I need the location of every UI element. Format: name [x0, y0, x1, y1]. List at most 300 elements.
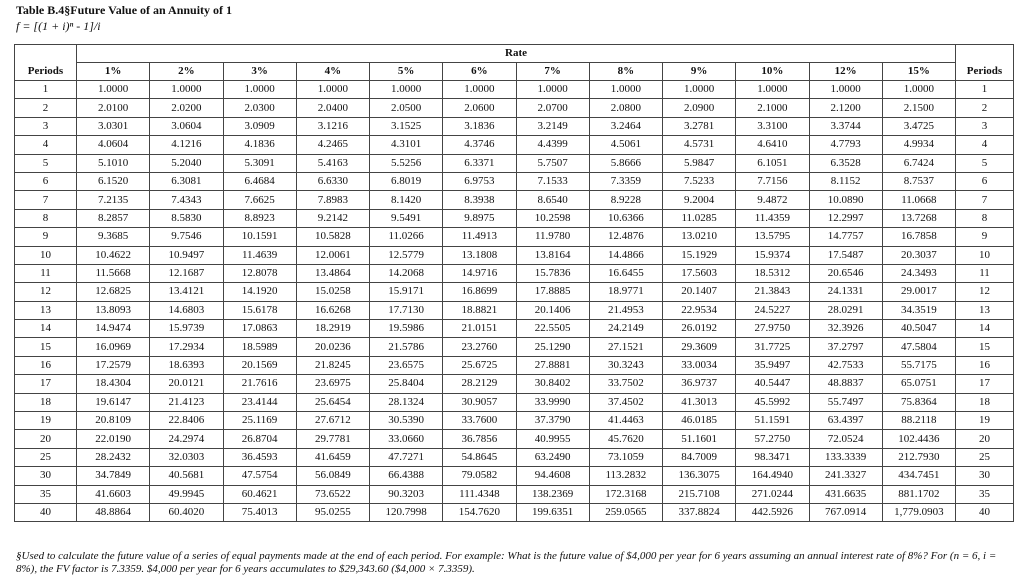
period-cell-right: 1 [956, 81, 1014, 99]
factor-cell: 11.4913 [443, 228, 516, 246]
factor-cell: 11.5668 [77, 264, 150, 282]
factor-cell: 10.6366 [589, 209, 662, 227]
factor-cell: 15.0258 [296, 283, 369, 301]
table-row [15, 356, 1014, 374]
table-row [15, 264, 1014, 282]
factor-cell: 13.0210 [663, 228, 736, 246]
factor-cell: 16.6455 [589, 264, 662, 282]
period-cell-right: 6 [956, 172, 1014, 190]
factor-cell: 55.7497 [809, 393, 882, 411]
table-row [15, 136, 1014, 154]
factor-cell: 5.4163 [296, 154, 369, 172]
period-cell-right: 12 [956, 283, 1014, 301]
factor-cell: 2.0200 [150, 99, 223, 117]
period-cell-left: 11 [15, 264, 77, 282]
factor-cell: 10.1591 [223, 228, 296, 246]
factor-cell: 9.2004 [663, 191, 736, 209]
factor-cell: 259.0565 [589, 503, 662, 521]
period-cell-left: 19 [15, 412, 77, 430]
factor-cell: 9.2142 [296, 209, 369, 227]
factor-cell: 30.3243 [589, 356, 662, 374]
factor-cell: 1.0000 [516, 81, 589, 99]
factor-cell: 63.2490 [516, 448, 589, 466]
factor-cell: 8.1420 [370, 191, 443, 209]
rate-column-header: 2% [150, 63, 223, 81]
factor-cell: 4.1836 [223, 136, 296, 154]
factor-cell: 1.0000 [882, 81, 955, 99]
period-cell-left: 5 [15, 154, 77, 172]
factor-cell: 40.5681 [150, 467, 223, 485]
factor-cell: 4.3746 [443, 136, 516, 154]
table-row [15, 467, 1014, 485]
period-cell-left: 8 [15, 209, 77, 227]
factor-cell: 17.7130 [370, 301, 443, 319]
factor-cell: 9.3685 [77, 228, 150, 246]
factor-cell: 13.4121 [150, 283, 223, 301]
factor-cell: 14.7757 [809, 228, 882, 246]
factor-cell: 4.5731 [663, 136, 736, 154]
rate-column-header: 5% [370, 63, 443, 81]
factor-cell: 30.8402 [516, 375, 589, 393]
factor-cell: 23.6975 [296, 375, 369, 393]
factor-cell: 47.5804 [882, 338, 955, 356]
factor-cell: 19.6147 [77, 393, 150, 411]
factor-cell: 60.4020 [150, 503, 223, 521]
factor-cell: 63.4397 [809, 412, 882, 430]
factor-cell: 25.1169 [223, 412, 296, 430]
factor-cell: 45.7620 [589, 430, 662, 448]
factor-cell: 21.8245 [296, 356, 369, 374]
factor-cell: 431.6635 [809, 485, 882, 503]
factor-cell: 172.3168 [589, 485, 662, 503]
factor-cell: 9.8975 [443, 209, 516, 227]
factor-cell: 36.7856 [443, 430, 516, 448]
factor-cell: 25.1290 [516, 338, 589, 356]
period-cell-right: 16 [956, 356, 1014, 374]
factor-cell: 17.5603 [663, 264, 736, 282]
factor-cell: 113.2832 [589, 467, 662, 485]
period-cell-right: 18 [956, 393, 1014, 411]
period-cell-left: 6 [15, 172, 77, 190]
factor-cell: 56.0849 [296, 467, 369, 485]
factor-cell: 21.5786 [370, 338, 443, 356]
period-cell-left: 13 [15, 301, 77, 319]
factor-cell: 90.3203 [370, 485, 443, 503]
period-cell-right: 17 [956, 375, 1014, 393]
factor-cell: 30.5390 [370, 412, 443, 430]
column-header-row [15, 63, 1014, 81]
factor-cell: 13.5795 [736, 228, 809, 246]
factor-cell: 4.4399 [516, 136, 589, 154]
factor-cell: 21.4123 [150, 393, 223, 411]
factor-cell: 215.7108 [663, 485, 736, 503]
period-cell-right: 15 [956, 338, 1014, 356]
factor-cell: 13.4864 [296, 264, 369, 282]
factor-cell: 54.8645 [443, 448, 516, 466]
factor-cell: 2.0100 [77, 99, 150, 117]
factor-cell: 18.9771 [589, 283, 662, 301]
table-row [15, 209, 1014, 227]
factor-cell: 13.8164 [516, 246, 589, 264]
factor-cell: 7.1533 [516, 172, 589, 190]
period-cell-left: 7 [15, 191, 77, 209]
factor-cell: 164.4940 [736, 467, 809, 485]
factor-cell: 8.5830 [150, 209, 223, 227]
factor-cell: 17.2934 [150, 338, 223, 356]
factor-cell: 7.7156 [736, 172, 809, 190]
factor-cell: 120.7998 [370, 503, 443, 521]
factor-cell: 1.0000 [77, 81, 150, 99]
factor-cell: 15.1929 [663, 246, 736, 264]
factor-cell: 36.9737 [663, 375, 736, 393]
factor-cell: 24.3493 [882, 264, 955, 282]
factor-cell: 6.1051 [736, 154, 809, 172]
factor-cell: 111.4348 [443, 485, 516, 503]
factor-cell: 51.1591 [736, 412, 809, 430]
factor-cell: 1.0000 [223, 81, 296, 99]
factor-cell: 48.8864 [77, 503, 150, 521]
factor-cell: 16.7858 [882, 228, 955, 246]
factor-cell: 11.0266 [370, 228, 443, 246]
factor-cell: 75.4013 [223, 503, 296, 521]
factor-cell: 4.5061 [589, 136, 662, 154]
factor-cell: 41.6459 [296, 448, 369, 466]
factor-cell: 12.8078 [223, 264, 296, 282]
factor-cell: 32.0303 [150, 448, 223, 466]
factor-cell: 9.5491 [370, 209, 443, 227]
factor-cell: 20.3037 [882, 246, 955, 264]
factor-cell: 22.8406 [150, 412, 223, 430]
period-cell-left: 35 [15, 485, 77, 503]
factor-cell: 14.6803 [150, 301, 223, 319]
factor-cell: 3.1216 [296, 117, 369, 135]
factor-cell: 199.6351 [516, 503, 589, 521]
table-row [15, 301, 1014, 319]
factor-cell: 2.1000 [736, 99, 809, 117]
period-cell-right: 35 [956, 485, 1014, 503]
factor-cell: 20.6546 [809, 264, 882, 282]
factor-cell: 6.7424 [882, 154, 955, 172]
factor-cell: 15.9739 [150, 320, 223, 338]
factor-cell: 5.9847 [663, 154, 736, 172]
period-cell-left: 4 [15, 136, 77, 154]
factor-cell: 11.4639 [223, 246, 296, 264]
factor-cell: 10.0890 [809, 191, 882, 209]
factor-cell: 4.6410 [736, 136, 809, 154]
factor-cell: 13.1808 [443, 246, 516, 264]
factor-cell: 14.9474 [77, 320, 150, 338]
period-cell-right: 9 [956, 228, 1014, 246]
factor-cell: 34.3519 [882, 301, 955, 319]
factor-cell: 40.5447 [736, 375, 809, 393]
factor-cell: 21.0151 [443, 320, 516, 338]
factor-cell: 25.8404 [370, 375, 443, 393]
factor-cell: 45.5992 [736, 393, 809, 411]
table-row [15, 117, 1014, 135]
factor-cell: 25.6454 [296, 393, 369, 411]
factor-cell: 22.0190 [77, 430, 150, 448]
period-cell-right: 7 [956, 191, 1014, 209]
factor-cell: 22.5505 [516, 320, 589, 338]
factor-cell: 5.7507 [516, 154, 589, 172]
factor-cell: 10.4622 [77, 246, 150, 264]
period-cell-right: 10 [956, 246, 1014, 264]
factor-cell: 4.2465 [296, 136, 369, 154]
factor-cell: 12.4876 [589, 228, 662, 246]
factor-cell: 37.3790 [516, 412, 589, 430]
footnote: §Used to calculate the future value of a series of equal payments made at the end of each period. For example: What is the future value of $4,000 per year for 6 years assuming an annual interest rate of 8%? For (n = 6, i = 8%), the FV factor is 7.3359. $4,000 per year for 6 years accumulates to $29,343.60 ($4,000 × 7.3359). [16, 550, 997, 575]
factor-cell: 19.5986 [370, 320, 443, 338]
factor-cell: 7.2135 [77, 191, 150, 209]
factor-cell: 10.5828 [296, 228, 369, 246]
rate-column-header: 7% [516, 63, 589, 81]
period-cell-right: 2 [956, 99, 1014, 117]
factor-cell: 3.2464 [589, 117, 662, 135]
factor-cell: 98.3471 [736, 448, 809, 466]
factor-cell: 442.5926 [736, 503, 809, 521]
rate-label: Rate [77, 45, 956, 63]
period-cell-left: 3 [15, 117, 77, 135]
factor-cell: 24.1331 [809, 283, 882, 301]
factor-cell: 3.1525 [370, 117, 443, 135]
table-title: Table B.4§Future Value of an Annuity of 1 [16, 3, 233, 17]
factor-cell: 3.2149 [516, 117, 589, 135]
factor-cell: 41.3013 [663, 393, 736, 411]
factor-cell: 1.0000 [296, 81, 369, 99]
factor-cell: 18.5989 [223, 338, 296, 356]
factor-cell: 6.9753 [443, 172, 516, 190]
factor-cell: 102.4436 [882, 430, 955, 448]
factor-cell: 21.4953 [589, 301, 662, 319]
factor-cell: 16.0969 [77, 338, 150, 356]
factor-cell: 1.0000 [589, 81, 662, 99]
table-row [15, 81, 1014, 99]
factor-cell: 14.1920 [223, 283, 296, 301]
period-cell-left: 15 [15, 338, 77, 356]
table-row [15, 375, 1014, 393]
factor-cell: 136.3075 [663, 467, 736, 485]
factor-cell: 84.7009 [663, 448, 736, 466]
table-row [15, 430, 1014, 448]
factor-cell: 20.1407 [663, 283, 736, 301]
factor-cell: 4.9934 [882, 136, 955, 154]
factor-cell: 15.6178 [223, 301, 296, 319]
period-cell-right: 20 [956, 430, 1014, 448]
factor-cell: 27.1521 [589, 338, 662, 356]
factor-cell: 5.5256 [370, 154, 443, 172]
factor-cell: 12.5779 [370, 246, 443, 264]
factor-cell: 6.1520 [77, 172, 150, 190]
factor-cell: 133.3339 [809, 448, 882, 466]
table-row [15, 246, 1014, 264]
period-cell-right: 14 [956, 320, 1014, 338]
factor-cell: 6.3528 [809, 154, 882, 172]
factor-cell: 12.6825 [77, 283, 150, 301]
rate-header-row [15, 45, 1014, 63]
factor-cell: 26.0192 [663, 320, 736, 338]
table-row [15, 338, 1014, 356]
factor-cell: 65.0751 [882, 375, 955, 393]
factor-cell: 29.0017 [882, 283, 955, 301]
factor-cell: 21.7616 [223, 375, 296, 393]
period-cell-right: 5 [956, 154, 1014, 172]
factor-cell: 5.1010 [77, 154, 150, 172]
factor-cell: 3.0604 [150, 117, 223, 135]
factor-cell: 28.2129 [443, 375, 516, 393]
factor-cell: 17.2579 [77, 356, 150, 374]
factor-cell: 7.4343 [150, 191, 223, 209]
factor-cell: 11.9780 [516, 228, 589, 246]
factor-cell: 2.0300 [223, 99, 296, 117]
period-cell-left: 9 [15, 228, 77, 246]
factor-cell: 2.0500 [370, 99, 443, 117]
factor-cell: 10.9497 [150, 246, 223, 264]
future-value-annuity-table [14, 44, 1014, 522]
rate-column-header: 10% [736, 63, 809, 81]
factor-cell: 7.5233 [663, 172, 736, 190]
factor-cell: 37.2797 [809, 338, 882, 356]
factor-cell: 72.0524 [809, 430, 882, 448]
factor-cell: 18.5312 [736, 264, 809, 282]
rate-column-header: 9% [663, 63, 736, 81]
factor-cell: 11.0668 [882, 191, 955, 209]
periods-header-left: Periods [15, 63, 77, 81]
factor-cell: 11.4359 [736, 209, 809, 227]
factor-cell: 33.9990 [516, 393, 589, 411]
factor-cell: 5.2040 [150, 154, 223, 172]
table-row [15, 172, 1014, 190]
factor-cell: 14.2068 [370, 264, 443, 282]
factor-cell: 33.0034 [663, 356, 736, 374]
annuity-formula: f = [(1 + i)ⁿ - 1]/i [16, 19, 101, 33]
period-cell-right: 8 [956, 209, 1014, 227]
rate-column-header: 6% [443, 63, 516, 81]
period-cell-right: 25 [956, 448, 1014, 466]
factor-cell: 6.8019 [370, 172, 443, 190]
factor-cell: 17.5487 [809, 246, 882, 264]
table-row [15, 393, 1014, 411]
factor-cell: 4.3101 [370, 136, 443, 154]
factor-cell: 18.4304 [77, 375, 150, 393]
table-row [15, 283, 1014, 301]
factor-cell: 27.9750 [736, 320, 809, 338]
factor-cell: 1.0000 [370, 81, 443, 99]
factor-cell: 28.1324 [370, 393, 443, 411]
factor-cell: 1.0000 [443, 81, 516, 99]
factor-cell: 7.3359 [589, 172, 662, 190]
factor-cell: 3.3100 [736, 117, 809, 135]
factor-cell: 20.0236 [296, 338, 369, 356]
factor-cell: 28.2432 [77, 448, 150, 466]
factor-cell: 24.5227 [736, 301, 809, 319]
factor-cell: 47.5754 [223, 467, 296, 485]
table-row [15, 485, 1014, 503]
factor-cell: 13.7268 [882, 209, 955, 227]
periods-header-right: Periods [956, 63, 1014, 81]
factor-cell: 32.3926 [809, 320, 882, 338]
factor-cell: 3.4725 [882, 117, 955, 135]
table-row [15, 99, 1014, 117]
period-cell-right: 11 [956, 264, 1014, 282]
factor-cell: 13.8093 [77, 301, 150, 319]
factor-cell: 23.2760 [443, 338, 516, 356]
factor-cell: 88.2118 [882, 412, 955, 430]
factor-cell: 9.7546 [150, 228, 223, 246]
factor-cell: 1.0000 [663, 81, 736, 99]
factor-cell: 12.1687 [150, 264, 223, 282]
factor-cell: 16.6268 [296, 301, 369, 319]
factor-cell: 3.1836 [443, 117, 516, 135]
table-row [15, 320, 1014, 338]
factor-cell: 271.0244 [736, 485, 809, 503]
factor-cell: 3.0909 [223, 117, 296, 135]
factor-cell: 49.9945 [150, 485, 223, 503]
period-cell-left: 12 [15, 283, 77, 301]
factor-cell: 8.7537 [882, 172, 955, 190]
factor-cell: 337.8824 [663, 503, 736, 521]
factor-cell: 23.6575 [370, 356, 443, 374]
period-cell-right: 3 [956, 117, 1014, 135]
period-cell-right: 40 [956, 503, 1014, 521]
factor-cell: 8.3938 [443, 191, 516, 209]
factor-cell: 42.7533 [809, 356, 882, 374]
factor-cell: 7.8983 [296, 191, 369, 209]
factor-cell: 1,779.0903 [882, 503, 955, 521]
factor-cell: 26.8704 [223, 430, 296, 448]
period-cell-left: 16 [15, 356, 77, 374]
factor-cell: 66.4388 [370, 467, 443, 485]
factor-cell: 17.8885 [516, 283, 589, 301]
factor-cell: 6.6330 [296, 172, 369, 190]
table-row [15, 191, 1014, 209]
factor-cell: 881.1702 [882, 485, 955, 503]
factor-cell: 5.3091 [223, 154, 296, 172]
factor-cell: 9.4872 [736, 191, 809, 209]
factor-cell: 33.7502 [589, 375, 662, 393]
factor-cell: 3.0301 [77, 117, 150, 135]
factor-cell: 212.7930 [882, 448, 955, 466]
table-row [15, 448, 1014, 466]
period-cell-right: 4 [956, 136, 1014, 154]
factor-cell: 29.3609 [663, 338, 736, 356]
factor-cell: 1.0000 [150, 81, 223, 99]
factor-cell: 48.8837 [809, 375, 882, 393]
factor-cell: 7.6625 [223, 191, 296, 209]
rate-column-header: 1% [77, 63, 150, 81]
factor-cell: 2.0700 [516, 99, 589, 117]
factor-cell: 20.0121 [150, 375, 223, 393]
factor-cell: 27.6712 [296, 412, 369, 430]
rate-column-header: 3% [223, 63, 296, 81]
factor-cell: 18.2919 [296, 320, 369, 338]
factor-cell: 241.3327 [809, 467, 882, 485]
factor-cell: 41.4463 [589, 412, 662, 430]
period-cell-left: 40 [15, 503, 77, 521]
table-row [15, 228, 1014, 246]
rate-column-header: 4% [296, 63, 369, 81]
table-row [15, 503, 1014, 521]
factor-cell: 1.0000 [809, 81, 882, 99]
table-row [15, 412, 1014, 430]
factor-cell: 20.1406 [516, 301, 589, 319]
factor-cell: 15.9374 [736, 246, 809, 264]
factor-cell: 30.9057 [443, 393, 516, 411]
period-cell-left: 10 [15, 246, 77, 264]
factor-cell: 12.2997 [809, 209, 882, 227]
factor-cell: 2.0800 [589, 99, 662, 117]
period-cell-left: 20 [15, 430, 77, 448]
factor-cell: 16.8699 [443, 283, 516, 301]
